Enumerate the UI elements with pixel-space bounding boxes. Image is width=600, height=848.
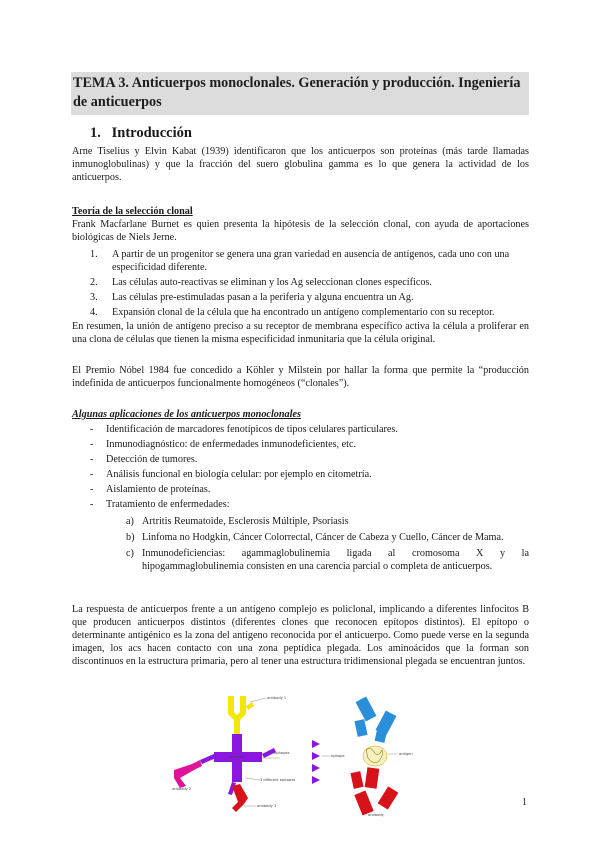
applications-heading: Algunas aplicaciones de los anticuerpos monoclonales (72, 409, 301, 420)
antibody-1-shape (228, 696, 254, 734)
arrow-marks (312, 740, 345, 784)
list-item: - Detección de tumores. (90, 454, 198, 465)
three-epitopes-label: 3 different epitopes (260, 778, 296, 782)
list-item: 1. A partir de un progenitor se genera una gran variedad en ausencia de antígenos, cada uno con una especificidad diferente. (90, 249, 510, 273)
list-item: - Inmunodiagnóstico: de enfermedades inmunodeficientes, etc. (90, 439, 357, 450)
list-item: - Identificación de marcadores fenotípicos de tipos celulares particulares. (90, 424, 398, 435)
document-title: TEMA 3. Anticuerpos monoclonales. Generación y producción. Ingeniería de anticuerpos (71, 72, 529, 115)
antibody-epitope-figure (170, 694, 430, 818)
clonal-selection-list (72, 248, 529, 321)
treatments-sublist (72, 515, 529, 576)
list-item: 3. Las células pre-estimuladas pasan a la periferia y alguna encuentra un Ag. (90, 292, 414, 303)
page-number: 1 (522, 797, 527, 808)
list-item: 4. Expansión clonal de la célula que ha encontrado un antígeno complementario con su receptor. (90, 307, 495, 318)
antibody-label: antibody (368, 813, 384, 817)
blue-antibody-shape (354, 696, 396, 742)
section-heading (90, 125, 192, 142)
clonal-selection-summary: En resumen, la unión de antígeno preciso a su receptor de membrana específico activa la célula a proliferar en una clona de células que tienen la misma especificidad inmunitaria que la célula original. (72, 321, 529, 345)
list-item: - Análisis funcional en biología celular: por ejemplo en citometría. (90, 469, 372, 480)
nobel-paragraph: El Premio Nóbel 1984 fue concedido a Köhler y Milstein por hallar la forma que permite la “producción indefinida de anticuerpos funcionalmente homogéneos (“clonales”). (72, 365, 529, 389)
applications-list (72, 423, 529, 513)
list-item: - Tratamiento de enfermedades: (90, 499, 230, 510)
list-item: 2. Las células auto-reactivas se eliminan y los Ag seleccionan clones específicos. (90, 277, 432, 288)
section-title: Introducción (111, 125, 192, 141)
list-item: a) Artritis Reumatoide, Esclerosis Múltiple, Psoriasis (126, 516, 349, 527)
antigen-label-2: antigen (399, 752, 413, 756)
intro-paragraph: Arne Tiselius y Elvin Kabat (1939) identificaron que los anticuerpos son proteínas (más tarde llamadas inmunoglobulinas) y que la fracción del suero globulina gamma es lo que genera la actividad de los anticuerpos. (72, 146, 529, 183)
antibody-3-label: antibody 3 (257, 804, 277, 808)
list-item: - Aislamiento de proteínas. (90, 484, 211, 495)
list-item: b) Linfoma no Hodgkin, Cáncer Colorrectal, Cáncer de Cabeza y Cuello, Cáncer de Mama. (126, 532, 504, 543)
red-antibody-shape (350, 767, 398, 815)
antibody-3-shape (232, 784, 248, 812)
antibody-2-label: antibody 2 (172, 787, 192, 791)
antibody-2-shape (174, 760, 202, 788)
epitopes-label: epitopes (274, 751, 290, 755)
folded-antigen-shape (363, 746, 387, 766)
epitope-label: epitope (331, 754, 345, 758)
response-paragraph: La respuesta de anticuerpos frente a un antígeno complejo es policlonal, implicando a diferentes linfocitos B que producen anticuerpos distintos (diferentes clones que reconocen epítopos distintos). El epítopo o determinante antigénico es la zona del antígeno reconocida por el anticuerpo. Como puede verse en la segunda imagen, los acs hacen contacto con una zona peptídica plegada. Los aminoácidos que la forman son discontinuos en la estructura primaria, pero al tener una estructura tridimensional plegada se encuentran juntos. (72, 604, 529, 667)
clonal-selection-heading: Teoría de la selección clonal (72, 206, 193, 217)
clonal-selection-paragraph: Frank Macfarlane Burnet es quien presenta la hipótesis de la selección clonal, con ayuda de aportaciones biológicas de Niels Jerne. (72, 219, 529, 243)
antigen-label: antigen (230, 755, 244, 759)
list-item: c) Inmunodeficiencias: agammaglobulinemia ligada al cromosoma X y la hipogammaglobulinemia consisten en una carencia parcial o completa de anticuerpos. (126, 548, 529, 572)
antibody-1-label: antibody 1 (267, 696, 287, 700)
section-number: 1. (90, 125, 101, 141)
